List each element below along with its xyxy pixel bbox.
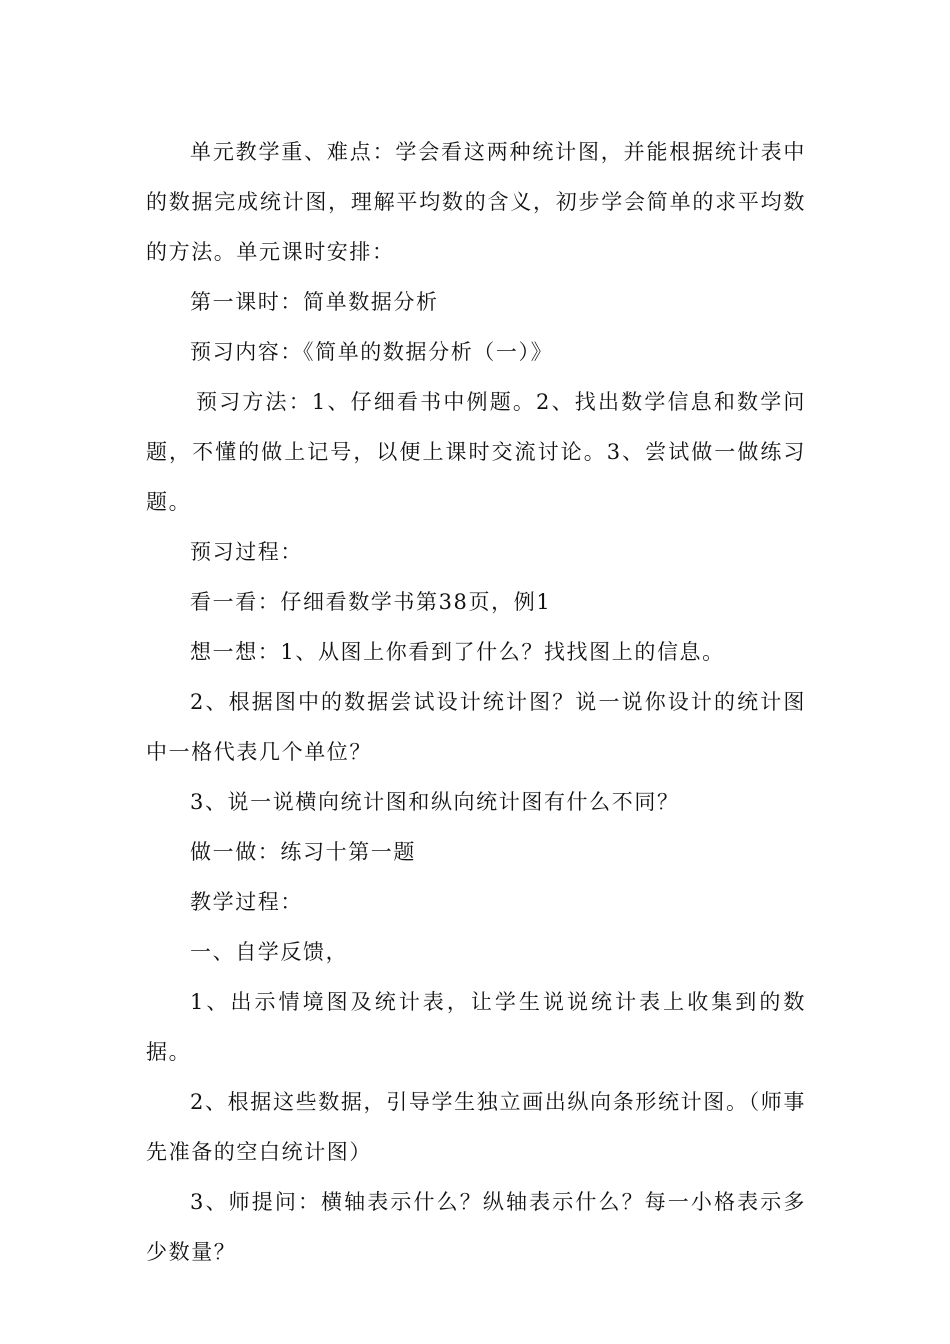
- document-body: [146, 127, 806, 1277]
- paragraph-lesson-one: 第一课时：简单数据分析: [190, 290, 439, 314]
- paragraph-think-2: 2、根据图中的数据尝试设计统计图？说一说你设计的统计图中一格代表几个单位？: [146, 690, 806, 764]
- paragraph-step-3: 3、师提问：横轴表示什么？纵轴表示什么？每一小格表示多少数量？: [146, 1190, 806, 1264]
- paragraph-preview-process: 预习过程：: [190, 540, 303, 564]
- paragraph-look: 看一看：仔细看数学书第38页，例1: [190, 590, 552, 614]
- paragraph-think-3: 3、说一说横向统计图和纵向统计图有什么不同？: [190, 790, 680, 814]
- paragraph-preview-method: 预习方法：1、仔细看书中例题。2、找出数学信息和数学问题，不懂的做上记号，以便上课时交流讨论。3、尝试做一做练习题。: [146, 390, 806, 514]
- paragraph-think: 想一想：1、从图上你看到了什么？找找图上的信息。: [190, 640, 725, 664]
- paragraph-self-study: 一、自学反馈，: [190, 940, 349, 964]
- paragraph-preview-content: 预习内容：《简单的数据分析（一）》: [190, 340, 554, 364]
- paragraph-key-points: 单元教学重、难点：学会看这两种统计图，并能根据统计表中的数据完成统计图，理解平均数的含义，初步学会简单的求平均数的方法。单元课时安排：: [146, 140, 806, 264]
- paragraph-teaching-process: 教学过程：: [190, 890, 303, 914]
- paragraph-step-2: 2、根据这些数据，引导学生独立画出纵向条形统计图。（师事先准备的空白统计图）: [146, 1090, 806, 1164]
- paragraph-do: 做一做：练习十第一题: [190, 840, 416, 864]
- paragraph-step-1: 1、出示情境图及统计表，让学生说说统计表上收集到的数据。: [146, 990, 806, 1064]
